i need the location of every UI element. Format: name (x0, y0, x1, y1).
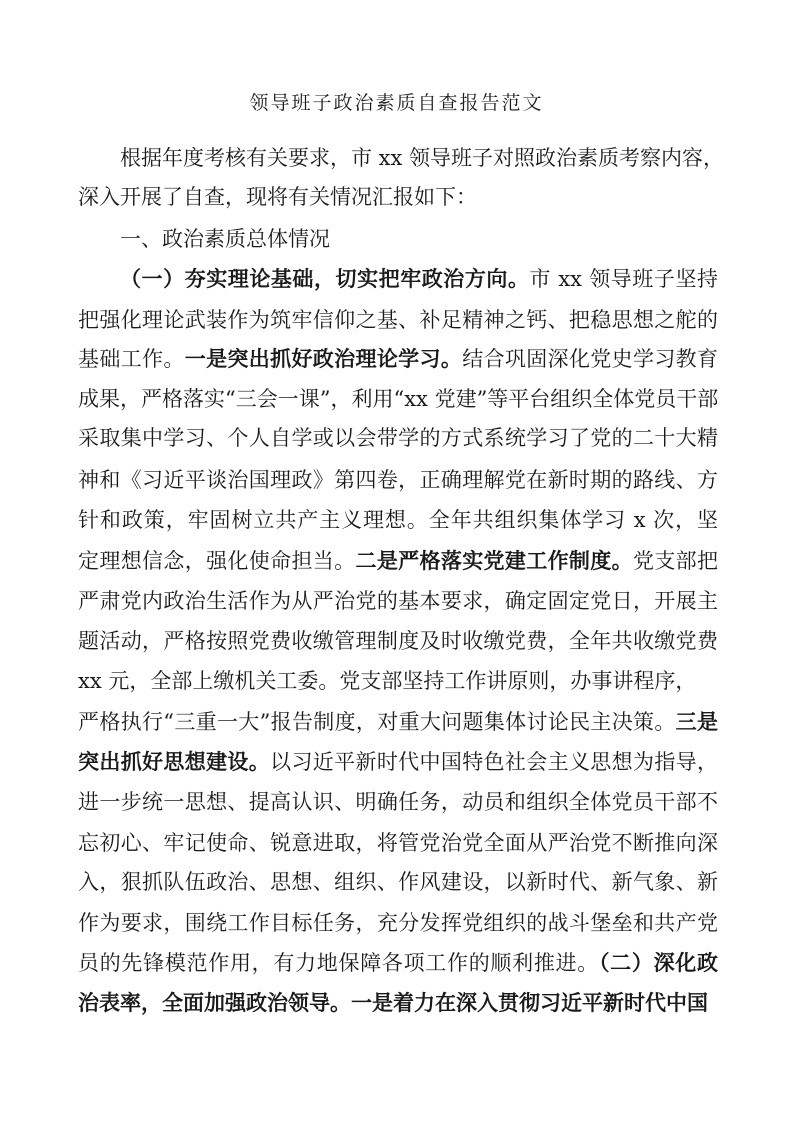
text-line (78, 424, 718, 452)
text-segment: 一、政治素质总体情况 (120, 227, 330, 251)
text-segment: xx 元，全部上缴机关工委。党支部坚持工作讲原则，办事讲程序， (78, 669, 697, 693)
bold-text-segment: 突出抓好思想建设。 (78, 750, 271, 774)
text-segment: 忘初心、牢记使命、锐意进取，将管党治党全面从严治党不断推向深 (78, 831, 718, 855)
text-segment: 结合巩固深化党史学习教育 (462, 347, 719, 371)
text-line (78, 547, 718, 575)
text-segment: 以习近平新时代中国特色社会主义思想为指导， (270, 750, 719, 774)
text-line (78, 345, 718, 373)
text-segment: 深入开展了自查，现将有关情况汇报如下： (78, 185, 477, 209)
text-line (78, 708, 718, 736)
text-segment: 题活动，严格按照党费收缴管理制度及时收缴党费，全年共收缴党费 (78, 629, 718, 653)
text-segment: 针和政策，牢固树立共产主义理想。全年共组织集体学习 x 次，坚 (78, 508, 718, 532)
text-line (120, 265, 718, 293)
text-segment: 成果，严格落实“三会一课”，利用“xx 党建”等平台组织全体党员干部 (78, 387, 719, 411)
text-segment: 入，狠抓队伍政治、思想、组织、作风建设，以新时代、新气象、新 (78, 870, 718, 894)
text-line (78, 949, 718, 977)
bold-text-segment: （一）夯实理论基础，切实把牢政治方向。 (120, 267, 530, 291)
text-segment: 党支部把 (632, 549, 719, 573)
text-line (78, 868, 718, 896)
text-line (78, 909, 718, 937)
text-line (78, 788, 718, 816)
text-line (78, 506, 718, 534)
text-segment: 把强化理论武装作为筑牢信仰之基、补足精神之钙、把稳思想之舵的 (78, 308, 718, 332)
text-line (78, 385, 718, 413)
bold-text-segment: 一是突出抓好政治理论学习。 (184, 347, 463, 371)
text-line (78, 989, 718, 1017)
text-segment: 根据年度考核有关要求，市 xx 领导班子对照政治素质考察内容， (120, 146, 725, 170)
text-segment: 严格执行“三重一大”报告制度，对重大问题集体讨论民主决策。 (78, 710, 676, 734)
document-title: 领导班子政治素质自查报告范文 (249, 92, 544, 114)
bold-text-segment: （二）深化政 (598, 951, 719, 975)
text-line (78, 829, 718, 857)
text-segment: 进一步统一思想、提高认识、明确任务，动员和组织全体党员干部不 (78, 790, 718, 814)
bold-text-segment: 治表率，全面加强政治领导。一是着力在深入贯彻习近平新时代中国 (78, 991, 708, 1015)
text-segment: 市 xx 领导班子坚持 (529, 267, 718, 291)
text-line (78, 748, 718, 776)
bold-text-segment: 三是 (675, 710, 718, 734)
text-segment: 作为要求，围绕工作目标任务，充分发挥党组织的战斗堡垒和共产党 (78, 911, 718, 935)
text-segment: 定理想信念，强化使命担当。 (78, 549, 356, 573)
text-line (78, 306, 718, 334)
text-segment: 员的先锋模范作用，有力地保障各项工作的顺利推进。 (78, 951, 599, 975)
bold-text-segment: 二是严格落实党建工作制度。 (355, 549, 633, 573)
text-line (120, 225, 718, 253)
text-segment: 采取集中学习、个人自学或以会带学的方式系统学习了党的二十大精 (78, 426, 718, 450)
text-segment: 神和《习近平谈治国理政》第四卷，正确理解党在新时期的路线、方 (78, 468, 718, 492)
text-line (78, 667, 718, 695)
text-line (78, 627, 718, 655)
text-segment: 基础工作。 (78, 347, 185, 371)
text-line (78, 183, 718, 211)
text-segment: 严肃党内政治生活作为从严治党的基本要求，确定固定党日，开展主 (78, 589, 718, 613)
text-line (78, 587, 718, 615)
text-line (120, 144, 725, 172)
text-line (78, 466, 718, 494)
